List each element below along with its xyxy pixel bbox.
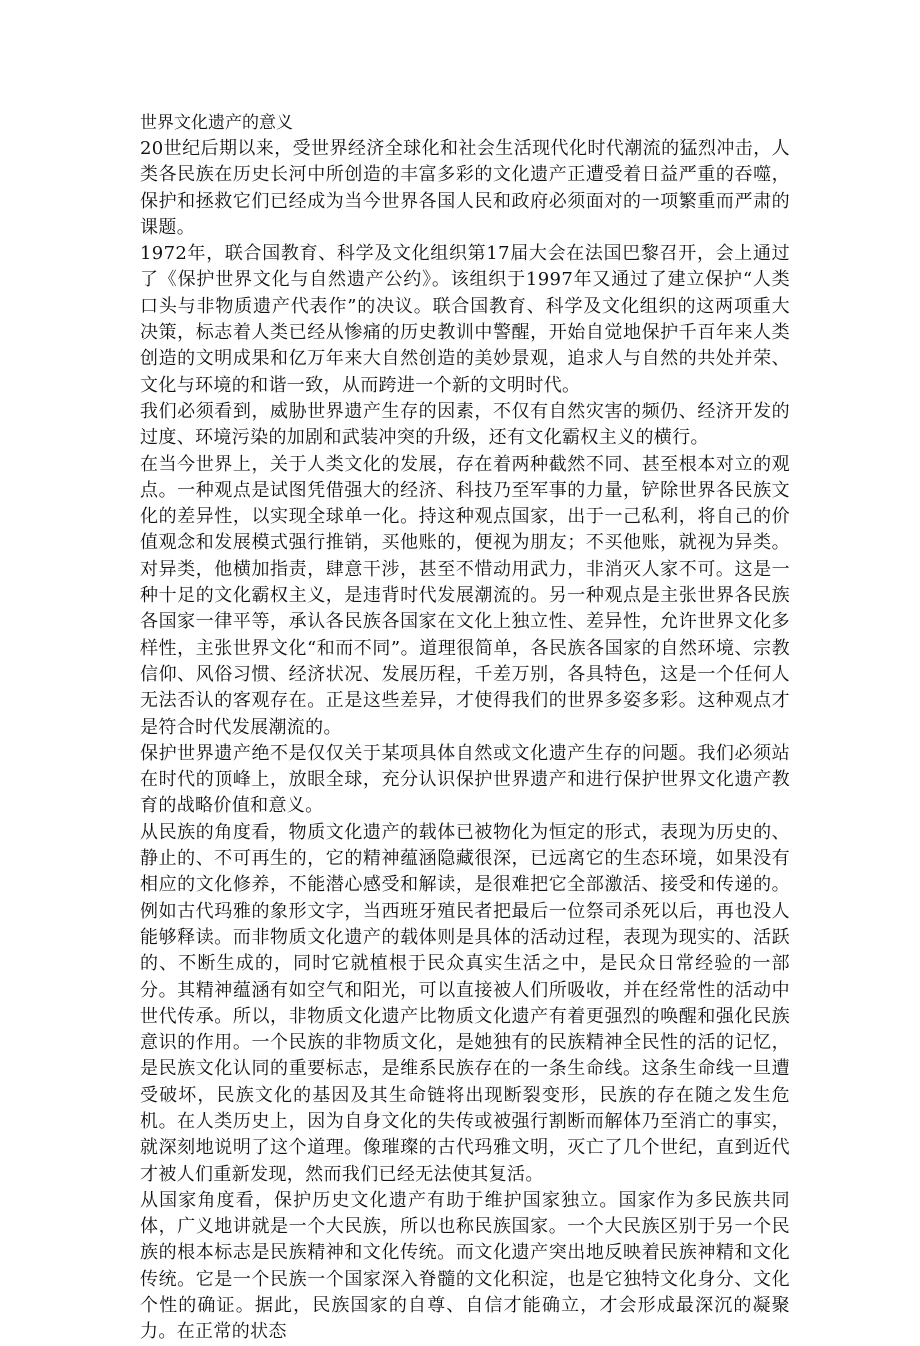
paragraph-2: 1972年，联合国教育、科学及文化组织第17届大会在法国巴黎召开，会上通过了《保护世界文化与自然遗产公约》。该组织于1997年又通过了建立保护“人类口头与非物质遗产代表作”的决议。联合国教育、科学及文化组织的这两项重大决策，标志着人类已经从惨痛的历史教训中警醒，开始自觉地保护千百年来人类创造的文明成果和亿万年来大自然创造的美妙景观，追求人与自然的共处并荣、文化与环境的和谐一致，从而跨进一个新的文明时代。 — [140, 243, 790, 396]
paragraph-3: 我们必须看到，威胁世界遗产生存的因素，不仅有自然灾害的频仍、经济开发的过度、环境污染的加剧和武装冲突的升级，还有文化霸权主义的横行。 — [140, 400, 790, 449]
paragraph-5: 保护世界遗产绝不是仅仅关于某项具体自然或文化遗产生存的问题。我们必须站在时代的顶峰上，放眼全球，充分认识保护世界遗产和进行保护世界文化遗产教育的战略价值和意义。 — [140, 742, 790, 817]
paragraph-6: 从民族的角度看，物质文化遗产的载体已被物化为恒定的形式，表现为历史的、静止的、不可再生的，它的精神蕴涵隐藏很深，已远离它的生态环境，如果没有相应的文化修养，不能潜心感受和解读，是很难把它全部激活、接受和传递的。例如古代玛雅的象形文字，当西班牙殖民者把最后一位祭司杀死以后，再也没人能够释读。而非物质文化遗产的载体则是具体的活动过程，表现为现实的、活跃的、不断生成的，同时它就植根于民众真实生活之中，是民众日常经验的一部分。其精神蕴涵有如空气和阳光，可以直接被人们所吸收，并在经常性的活动中世代传承。所以，非物质文化遗产比物质文化遗产有着更强烈的唤醒和强化民族意识的作用。一个民族的非物质文化，是她独有的民族精神全民性的活的记忆，是民族文化认同的重要标志，是维系民族存在的一条生命线。这条生命线一旦遭受破坏，民族文化的基因及其生命链将出现断裂变形，民族的存在随之发生危机。在人类历史上，因为自身文化的失传或被强行割断而解体乃至消亡的事实，就深刻地说明了这个道理。像璀璨的古代玛雅文明，灭亡了几个世纪，直到近代才被人们重新发现，然而我们已经无法使其复活。 — [140, 821, 790, 1185]
paragraph-4: 在当今世界上，关于人类文化的发展，存在着两种截然不同、甚至根本对立的观点。一种观点是试图凭借强大的经济、科技乃至军事的力量，铲除世界各民族文化的差异性，以实现全球单一化。持这种观点国家，出于一己私利，将自己的价值观念和发展模式强行推销，买他账的，便视为朋友；不买他账，就视为异类。对异类，他横加指责，肆意干涉，甚至不惜动用武力，非消灭人家不可。这是一种十足的文化霸权主义，是违背时代发展潮流的。另一种观点是主张世界各民族各国家一律平等，承认各民族各国家在文化上独立性、差异性，允许世界文化多样性，主张世界文化“和而不同”。道理很简单，各民族各国家的自然环境、宗教信仰、风俗习惯、经济状况、发展历程，千差万别，各具特色，这是一个任何人无法否认的客观存在。正是这些差异，才使得我们的世界多姿多彩。这种观点才是符合时代发展潮流的。 — [140, 453, 790, 738]
paragraph-7: 从国家角度看，保护历史文化遗产有助于维护国家独立。国家作为多民族共同体，广义地讲就是一个大民族，所以也称民族国家。一个大民族区别于另一个民族的根本标志是民族精神和文化传统。而文化遗产突出地反映着民族神精和文化传统。它是一个民族一个国家深入脊髓的文化积淀，也是它独特文化身分、文化个性的确证。据此，民族国家的自尊、自信才能确立，才会形成最深沉的凝聚力。在正常的状态 — [140, 1189, 790, 1343]
paragraph-1: 20世纪后期以来，受世界经济全球化和社会生活现代化时代潮流的猛烈冲击，人类各民族在历史长河中所创造的丰富多彩的文化遗产正遭受着日益严重的吞噬，保护和拯救它们已经成为当今世界各国人民和政府必须面对的一项繁重而严肃的课题。 — [140, 138, 790, 238]
document-title: 世界文化遗产的意义 — [140, 113, 293, 133]
